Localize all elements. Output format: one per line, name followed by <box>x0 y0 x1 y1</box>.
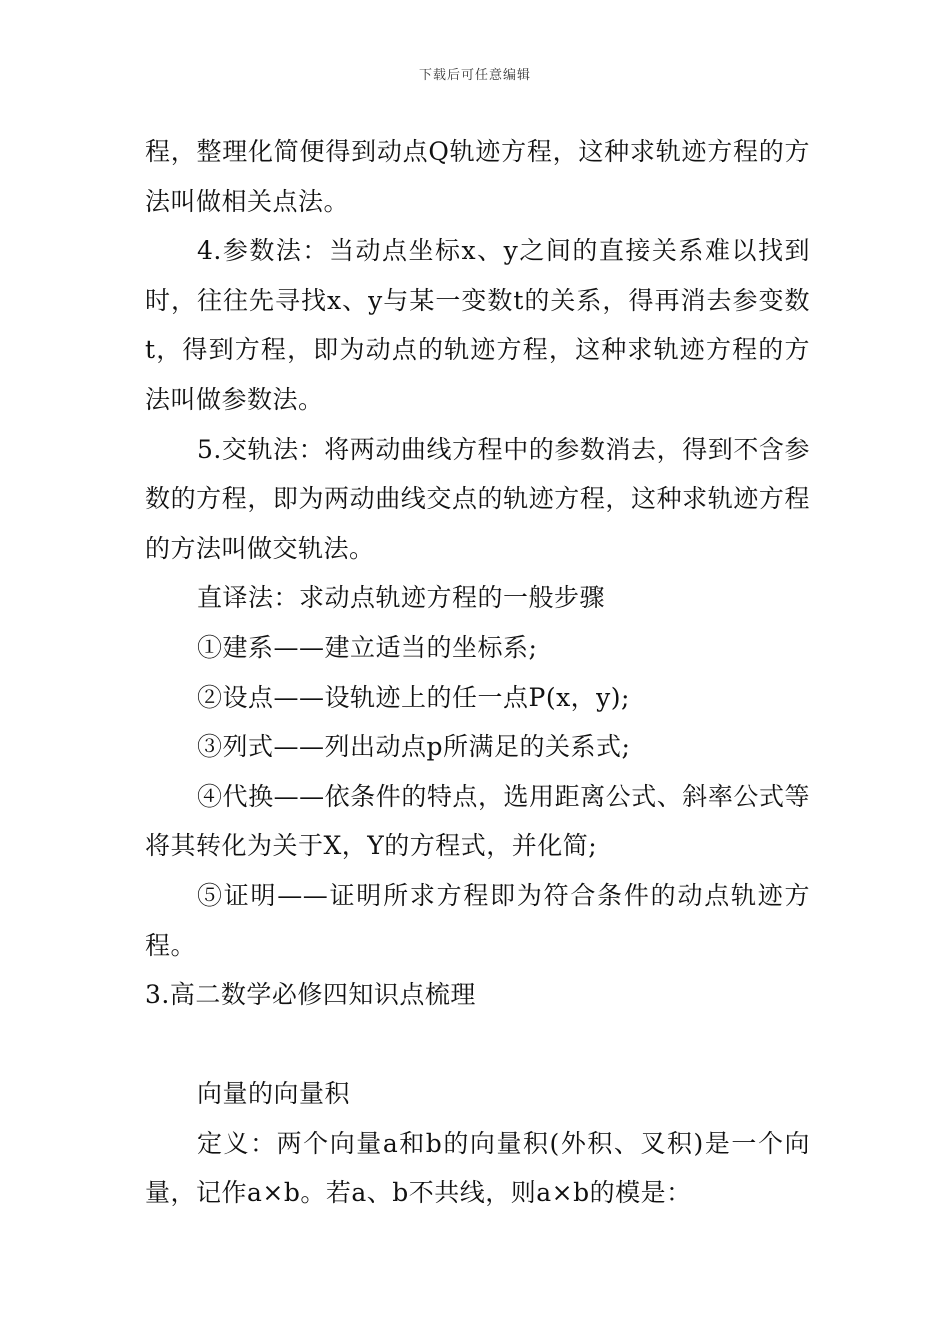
document-body <box>145 127 810 1218</box>
step-list-equation: ③列式——列出动点p所满足的关系式; <box>197 732 631 762</box>
section-heading: 3.高二数学必修四知识点梳理 <box>145 980 476 1010</box>
blank-line <box>145 1020 810 1070</box>
paragraph-parameter-method: 4.参数法：当动点坐标x、y之间的直接关系难以找到时，往往先寻找x、y与某一变数t的关系，得再消去参变数t，得到方程，即为动点的轨迹方程，这种求轨迹方程的方法叫做参数法。 <box>145 236 810 414</box>
paragraph-direct-method: 直译法：求动点轨迹方程的一般步骤 <box>197 583 606 613</box>
paragraph-continuation: 程，整理化简便得到动点Q轨迹方程，这种求轨迹方程的方法叫做相关点法。 <box>145 137 810 216</box>
paragraph-definition: 定义：两个向量a和b的向量积(外积、叉积)是一个向量，记作a×b。若a、b不共线，则a×b的模是： <box>145 1128 810 1208</box>
step-substitute: ④代换——依条件的特点，选用距离公式、斜率公式等将其转化为关于X，Y的方程式，并化简; <box>145 781 810 861</box>
paragraph-intersection-method: 5.交轨法：将两动曲线方程中的参数消去，得到不含参数的方程，即为两动曲线交点的轨迹方程，这种求轨迹方程的方法叫做交轨法。 <box>145 434 810 563</box>
page-header: 下载后可任意编辑 <box>418 68 531 83</box>
step-prove: ⑤证明——证明所求方程即为符合条件的动点轨迹方程。 <box>145 880 810 960</box>
step-set-point: ②设点——设轨迹上的任一点P(x，y); <box>197 682 630 712</box>
step-establish-system: ①建系——建立适当的坐标系; <box>197 632 538 662</box>
subsection-heading: 向量的向量积 <box>197 1079 351 1109</box>
